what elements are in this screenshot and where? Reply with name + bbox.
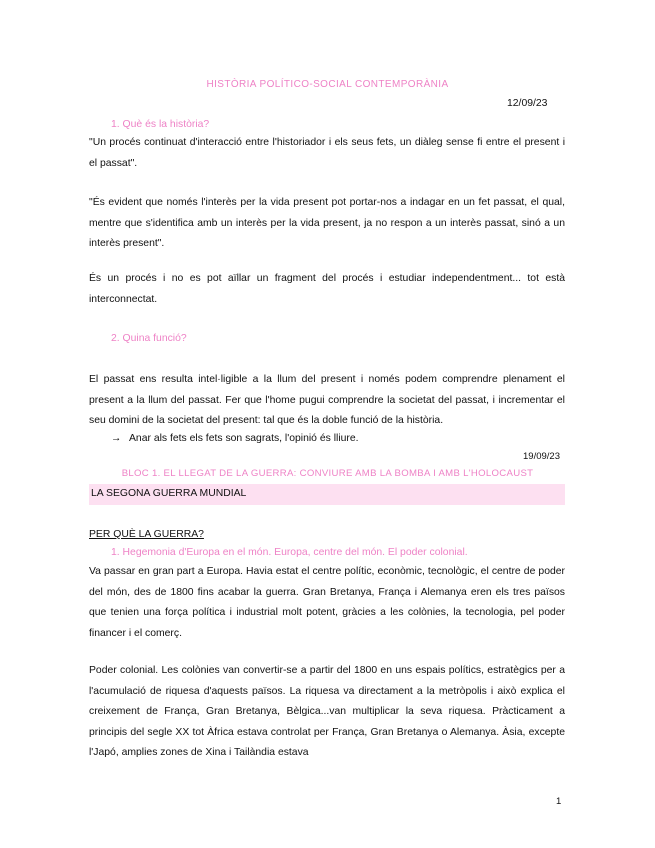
paragraph-europe: Va passar en gran part a Europa. Havia estat el centre polític, econòmic, tecnològic, el centre de poder del món, des de 1800 fins acabar la guerra. Gran Bretanya, França i Alemanya eren els tres països que tenien una força política i industrial molt potent, gràcies a les colònies, la tecnologia, pel poder financer i el comerç. <box>89 566 565 639</box>
document-title: HISTÒRIA POLÍTICO-SOCIAL CONTEMPORÀNIA <box>206 79 449 90</box>
date-2: 19/09/23 <box>523 451 560 462</box>
highlighted-section-title <box>89 484 565 505</box>
heading-function: 2. Quina funció? <box>111 333 187 344</box>
paragraph-process: És un procés i no es pot aïllar un fragment del procés i estudiar independentment... tot està interconnectat. <box>89 273 565 305</box>
heading-hegemony: 1. Hegemonia d'Europa en el món. Europa, centre del món. El poder colonial. <box>111 547 468 558</box>
sub-heading: PER QUÈ LA GUERRA? <box>89 529 204 540</box>
section-title-text: LA SEGONA GUERRA MUNDIAL <box>91 488 247 499</box>
heading-what-is-history: 1. Què és la història? <box>111 119 210 130</box>
quote-2: "És evident que només l'interès per la vida present pot portar-nos a indagar en un fet passat, el qual, mentre que s'identifica amb un interès per la vida present, ja no respon a un interès passat, sinó a un interès present". <box>89 197 565 249</box>
page-number: 1 <box>556 796 562 807</box>
bloc-heading: BLOC 1. EL LLEGAT DE LA GUERRA: CONVIURE AMB LA BOMBA I AMB L'HOLOCAUST <box>121 468 534 479</box>
paragraph-colonial-power: Poder colonial. Les colònies van convertir-se a partir del 1800 en uns espais polítics, estratègics per a l'acumulació de riquesa d'aquests països. La riquesa va directament a la metròpolis i això explica el creixement de França, Gran Bretanya, Bèlgica...van multiplicar la seva riquesa. Pràcticament a principis del segle XX tot Àfrica estava controlat per França, Gran Bretanya o Alemanya. Àsia, excepte l'Japó, amplies zones de Xina i Tailàndia estava <box>89 665 565 758</box>
bullet-item: Anar als fets els fets son sagrats, l'opinió és lliure. <box>129 433 359 444</box>
paragraph-function: El passat ens resulta intel·ligible a la llum del present i només podem comprendre plenament el present a la llum del passat. Fer que l'home pugui comprendre la societat del passat, i incrementar el seu domini de la societat del present: tal que és la doble funció de la història. <box>89 374 565 426</box>
bullet-arrow-icon: → <box>111 433 122 444</box>
date-1: 12/09/23 <box>507 98 548 109</box>
quote-1: "Un procés continuat d'interacció entre l'historiador i els seus fets, un diàleg sense fi entre el present i el passat". <box>89 137 565 169</box>
